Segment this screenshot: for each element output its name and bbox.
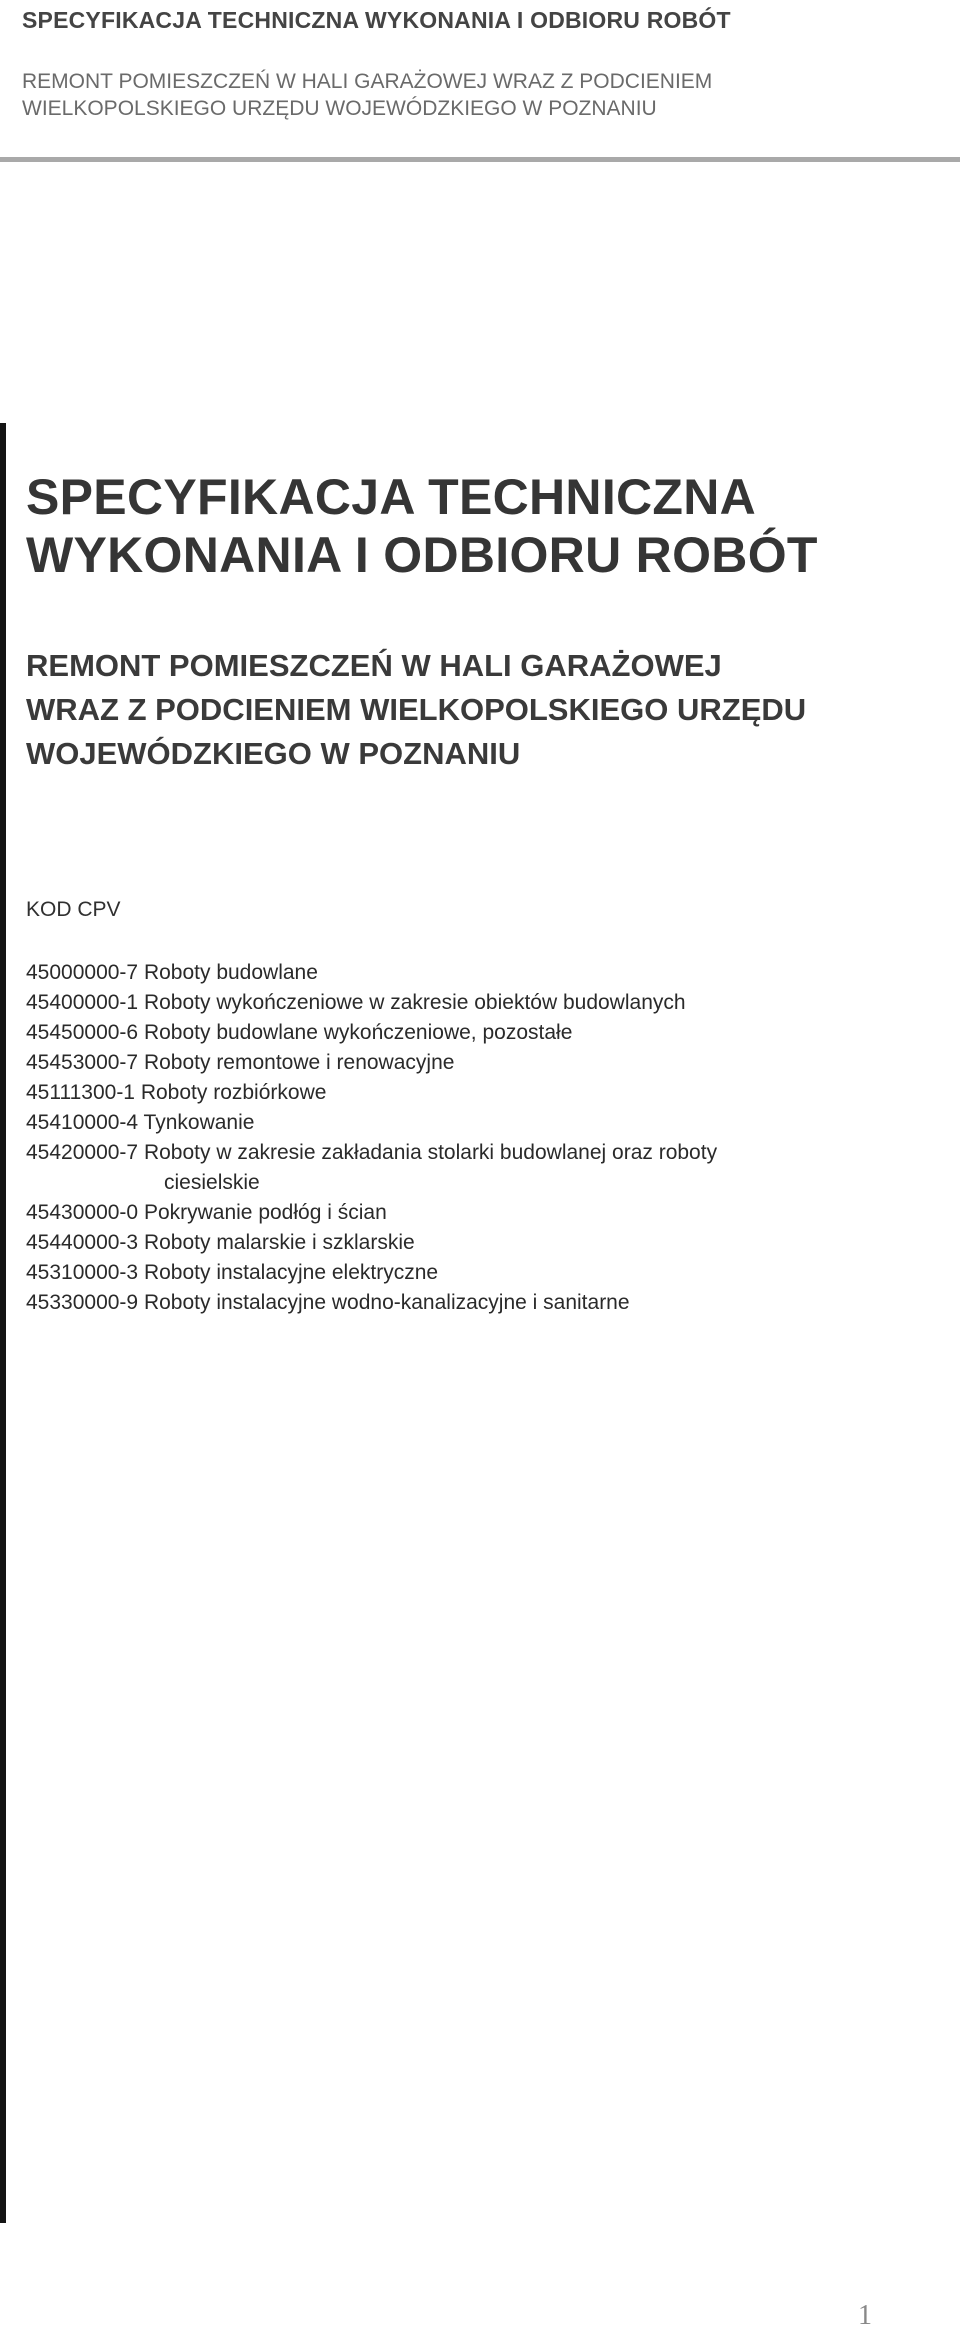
- cpv-item: 45400000-1 Roboty wykończeniowe w zakresie obiektów budowlanych: [26, 991, 686, 1014]
- running-header-subtitle-line1: REMONT POMIESZCZEŃ W HALI GARAŻOWEJ WRAZ Z PODCIENIEM: [22, 70, 713, 93]
- cpv-item: 45430000-0 Pokrywanie podłóg i ścian: [26, 1201, 387, 1224]
- document-title: [26, 468, 818, 584]
- document-title-line1: SPECYFIKACJA TECHNICZNA: [26, 469, 757, 525]
- left-margin-bar: [0, 423, 6, 2223]
- cpv-label: KOD CPV: [26, 898, 121, 921]
- running-header-title: SPECYFIKACJA TECHNICZNA WYKONANIA I ODBIORU ROBÓT: [22, 7, 731, 33]
- document-subtitle-line2: WRAZ Z PODCIENIEM WIELKOPOLSKIEGO URZĘDU: [26, 692, 807, 727]
- running-header-subtitle-line2: WIELKOPOLSKIEGO URZĘDU WOJEWÓDZKIEGO W POZNANIU: [22, 97, 657, 120]
- cpv-item: 45440000-3 Roboty malarskie i szklarskie: [26, 1231, 415, 1254]
- cpv-item: 45330000-9 Roboty instalacyjne wodno-kanalizacyjne i sanitarne: [26, 1291, 630, 1314]
- running-header-subtitle: [22, 68, 952, 122]
- cpv-item: 45000000-7 Roboty budowlane: [26, 961, 318, 984]
- cpv-item: 45111300-1 Roboty rozbiórkowe: [26, 1081, 327, 1104]
- document-subtitle: [26, 644, 806, 776]
- cpv-item-continuation: [26, 1168, 946, 1198]
- cpv-code-list: [26, 958, 946, 1318]
- cpv-item: 45420000-7 Roboty w zakresie zakładania stolarki budowlanej oraz roboty: [26, 1141, 718, 1164]
- document-title-line2: WYKONANIA I ODBIORU ROBÓT: [26, 527, 818, 583]
- header-divider: [0, 157, 960, 162]
- cpv-item: 45310000-3 Roboty instalacyjne elektryczne: [26, 1261, 439, 1284]
- page-number: 1: [858, 2300, 872, 2331]
- cpv-item-continuation-text: ciesielskie: [164, 1171, 260, 1194]
- document-subtitle-line1: REMONT POMIESZCZEŃ W HALI GARAŻOWEJ: [26, 648, 722, 683]
- running-header: [22, 6, 952, 122]
- cpv-item: 45410000-4 Tynkowanie: [26, 1111, 255, 1134]
- cpv-item: 45453000-7 Roboty remontowe i renowacyjne: [26, 1051, 455, 1074]
- cpv-item: 45450000-6 Roboty budowlane wykończeniowe, pozostałe: [26, 1021, 573, 1044]
- document-subtitle-line3: WOJEWÓDZKIEGO W POZNANIU: [26, 736, 521, 771]
